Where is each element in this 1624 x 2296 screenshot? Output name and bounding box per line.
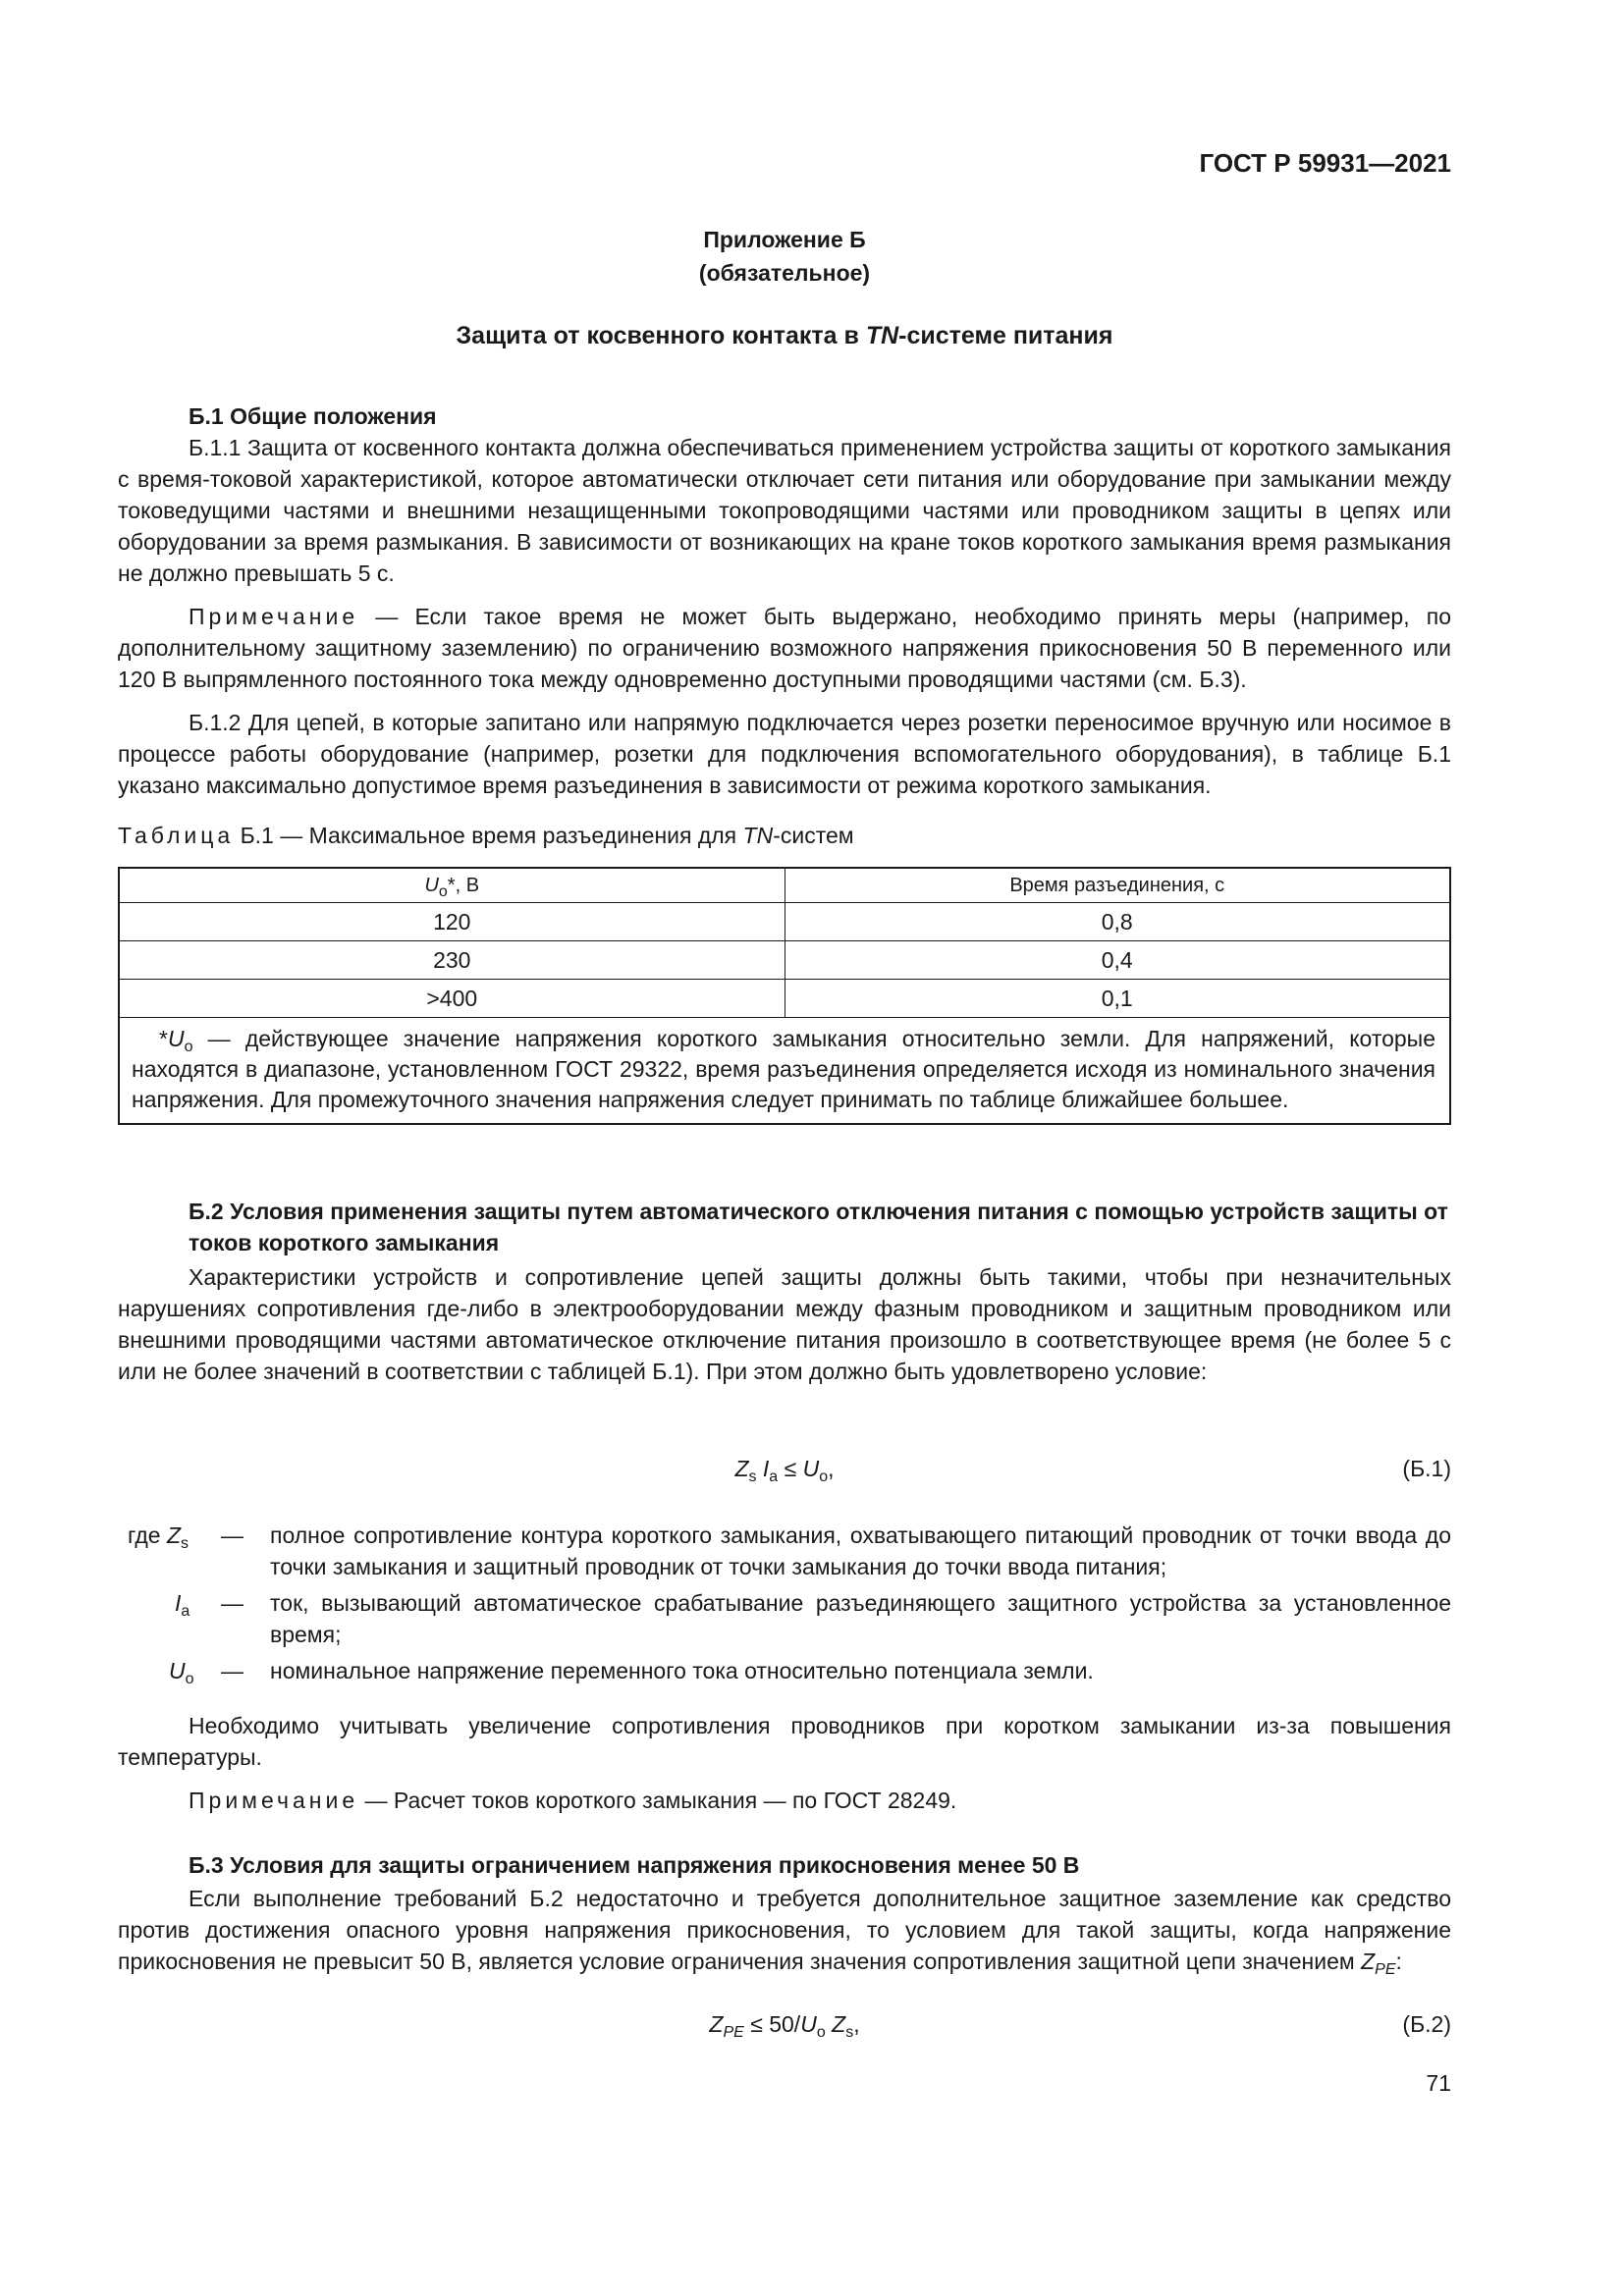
table-header-row (119, 868, 1450, 903)
table-row (119, 903, 1450, 941)
equation-b1-formula: $Z_s$ $I_a \le U_o$, (734, 1456, 835, 1485)
section-b1-heading: Б.1 Общие положения (189, 403, 437, 429)
appendix-heading: Защита от косвенного контакта в TN-системе питания (456, 322, 1113, 349)
section-b1-paragraph-2: Б.1.2 Для цепей, в которые запитано или напрямую подключается через розетки переносимое вручную или носимое в процессе работы оборудование (например, розетки для подключения вспомогательного оборудования), в таблице Б.1 указано максимально допустимое время разъединения в зависимости от режима короткого замыкания. (118, 710, 1451, 798)
table-footnote-row (119, 1018, 1450, 1125)
where-item-uo: $U_o$ — номинальное напряжение переменного тока относительно потенциала земли. (118, 1655, 1451, 1686)
table-cell-time: 0,1 (785, 980, 1450, 1018)
table-cell-time: 0,8 (785, 903, 1450, 941)
table-row (119, 941, 1450, 980)
section-b1-paragraph-1: Б.1.1 Защита от косвенного контакта должна обеспечиваться применением устройства защиты от короткого замыкания с время-токовой характеристикой, которое автоматически отключает сети питания или оборудование при замыкании между токоведущими частями и внешними незащищенными токопроводящими частями или проводником защиты в цепях или оборудовании за время размыкания. В зависимости от возникающих на кране токов короткого замыкания время размыкания не должно превышать 5 с. (118, 435, 1451, 586)
where-item-zs: где $Z_s$ — полное сопротивление контура короткого замыкания, охватывающего питающий проводник от точки ввода до точки замыкания и защитный проводник от точки замыкания до точки ввода питания; (118, 1520, 1451, 1582)
appendix-status: (обязательное) (698, 260, 871, 286)
where-text-ia: ток, вызывающий автоматическое срабатывание разъединяющего защитного устройства за установленное время; (270, 1590, 1451, 1647)
section-b2-heading: Б.2 Условия применения защиты путем автоматического отключения питания с помощью устройств защиты от токов короткого замыкания (189, 1199, 1448, 1255)
table-row (119, 980, 1450, 1018)
table-caption: Таблица Б.1 — Максимальное время разъединения для TN-систем (118, 823, 854, 848)
table-cell-time: 0,4 (785, 941, 1450, 980)
table-cell-voltage: >400 (119, 980, 785, 1018)
table-header-voltage: $U_o*$, В (119, 868, 785, 903)
table-b1 (118, 867, 1451, 1125)
section-b2-paragraph-1: Характеристики устройств и сопротивление цепей защиты должны быть такими, чтобы при незначительных нарушениях сопротивления где-либо в электрооборудовании между фазным проводником и защитным проводником или внешними проводящими частями автоматическое отключение питания произошло в соответствующее время (не более 5 с или не более значений в соответствии с таблицей Б.1). При этом должно быть удовлетворено условие: (118, 1264, 1451, 1384)
equation-b1 (118, 1453, 1451, 1484)
equation-b1-number: (Б.1) (1402, 1456, 1451, 1481)
equation-b2 (118, 2008, 1451, 2040)
standard-designation: ГОСТ Р 59931—2021 (1199, 148, 1451, 178)
document-page (118, 0, 1451, 2296)
section-b3-heading: Б.3 Условия для защиты ограничением напряжения прикосновения менее 50 В (189, 1852, 1080, 1878)
table-header-time: Время разъединения, с (785, 868, 1450, 903)
where-item-ia: $I_a$ — ток, вызывающий автоматическое срабатывание разъединяющего защитного устройства за установленное время; (118, 1587, 1451, 1650)
section-b1-note: Примечание — Если такое время не может быть выдержано, необходимо принять меры (например, по дополнительному защитному заземлению) по ограничению возможного напряжения прикосновения 50 В переменного или 120 В выпрямленного постоянного тока между одновременно доступными проводящими частями (см. Б.3). (118, 604, 1451, 692)
section-b2-note: Примечание — Расчет токов короткого замыкания — по ГОСТ 28249. (189, 1788, 957, 1813)
equation-b2-formula: $Z_{PE} \le 50/U_o$ $Z_s$, (709, 2011, 860, 2041)
where-text-zs: полное сопротивление контура короткого замыкания, охватывающего питающий проводник от точки ввода до точки замыкания и защитный проводник от точки замыкания до точки ввода питания; (270, 1522, 1451, 1579)
equation-b2-number: (Б.2) (1402, 2011, 1451, 2037)
page-number: 71 (1426, 2070, 1451, 2096)
where-text-uo: номинальное напряжение переменного тока относительно потенциала земли. (270, 1658, 1094, 1683)
table-cell-voltage: 230 (119, 941, 785, 980)
table-cell-voltage: 120 (119, 903, 785, 941)
appendix-title: Приложение Б (703, 227, 866, 252)
table-footnote: $*U_o$ — действующее значение напряжения короткого замыкания относительно земли. Для напряжений, которые находятся в диапазоне, установленном ГОСТ 29322, время разъединения определяется исходя из номинального значения напряжения. Для промежуточного значения напряжения следует принимать по таблице ближайшее большее. (119, 1018, 1450, 1125)
section-b3-paragraph-1: Если выполнение требований Б.2 недостаточно и требуется дополнительное защитное заземление как средство против достижения опасного уровня напряжения прикосновения, то условием для такой защиты, когда напряжение прикосновения не превысит 50 В, является условие ограничения значения сопротивления защитной цепи значением $Z_{PE}$: (118, 1886, 1451, 1978)
section-b2-paragraph-2: Необходимо учитывать увеличение сопротивления проводников при коротком замыкании из-за повышения температуры. (118, 1713, 1451, 1770)
